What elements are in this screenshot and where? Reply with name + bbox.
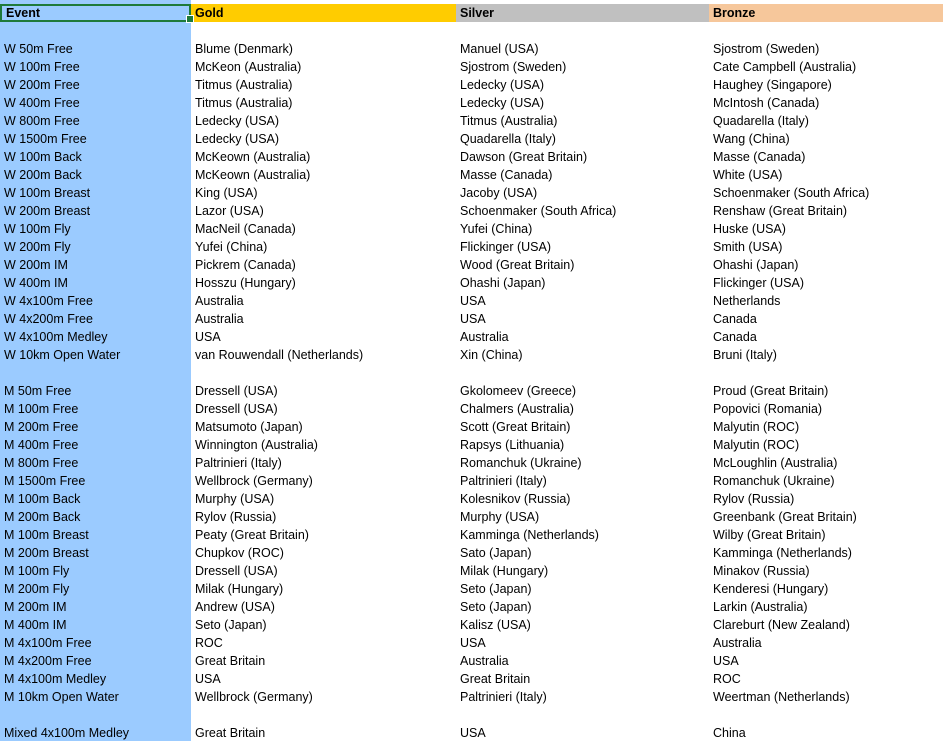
- event-cell[interactable]: W 200m Back: [4, 168, 82, 182]
- silver-cell[interactable]: Schoenmaker (South Africa): [460, 204, 617, 218]
- gold-cell[interactable]: Titmus (Australia): [195, 78, 293, 92]
- bronze-cell[interactable]: Masse (Canada): [713, 150, 806, 164]
- bronze-cell[interactable]: Kamminga (Netherlands): [713, 546, 852, 560]
- bronze-cell[interactable]: Proud (Great Britain): [713, 384, 829, 398]
- gold-cell[interactable]: [191, 706, 456, 724]
- bronze-cell[interactable]: Minakov (Russia): [713, 564, 810, 578]
- table-row: [0, 724, 943, 742]
- silver-cell[interactable]: Wood (Great Britain): [460, 258, 575, 272]
- gold-cell[interactable]: Matsumoto (Japan): [195, 420, 303, 434]
- bronze-cell[interactable]: Cate Campbell (Australia): [713, 60, 857, 74]
- table-row: [0, 544, 943, 562]
- gold-cell[interactable]: Peaty (Great Britain): [195, 528, 309, 542]
- bronze-cell[interactable]: Wilby (Great Britain): [713, 528, 826, 542]
- header-gold-cell[interactable]: Gold: [191, 4, 456, 22]
- silver-cell[interactable]: Xin (China): [460, 348, 523, 362]
- silver-cell[interactable]: Milak (Hungary): [460, 564, 549, 578]
- event-cell[interactable]: W 400m IM: [4, 276, 68, 290]
- gold-cell[interactable]: Australia: [195, 312, 244, 326]
- gold-cell[interactable]: ROC: [195, 636, 223, 650]
- bronze-cell[interactable]: Huske (USA): [713, 222, 786, 236]
- bronze-cell[interactable]: Greenbank (Great Britain): [713, 510, 857, 524]
- table-row: [0, 598, 943, 616]
- silver-cell[interactable]: Seto (Japan): [460, 600, 532, 614]
- silver-cell[interactable]: Ohashi (Japan): [460, 276, 546, 290]
- bronze-cell[interactable]: Kenderesi (Hungary): [713, 582, 829, 596]
- silver-cell[interactable]: Murphy (USA): [460, 510, 540, 524]
- gold-cell[interactable]: Great Britain: [195, 654, 266, 668]
- bronze-cell[interactable]: White (USA): [713, 168, 783, 182]
- silver-cell[interactable]: Sato (Japan): [460, 546, 532, 560]
- bronze-cell[interactable]: Australia: [713, 636, 762, 650]
- silver-cell[interactable]: Romanchuk (Ukraine): [460, 456, 582, 470]
- table-row: [0, 184, 943, 202]
- table-row: [0, 364, 943, 382]
- bronze-cell[interactable]: Weertman (Netherlands): [713, 690, 850, 704]
- event-cell[interactable]: M 100m Free: [4, 402, 79, 416]
- gold-cell[interactable]: Milak (Hungary): [195, 582, 284, 596]
- silver-cell[interactable]: Paltrinieri (Italy): [460, 690, 547, 704]
- event-cell[interactable]: [0, 364, 191, 382]
- bronze-cell[interactable]: Popovici (Romania): [713, 402, 823, 416]
- gold-cell[interactable]: Yufei (China): [195, 240, 268, 254]
- gold-cell[interactable]: Ledecky (USA): [195, 114, 280, 128]
- header-event-cell[interactable]: Event: [0, 4, 191, 22]
- gold-cell[interactable]: Chupkov (ROC): [195, 546, 284, 560]
- gold-cell[interactable]: Australia: [195, 294, 244, 308]
- silver-cell[interactable]: Australia: [460, 654, 509, 668]
- bronze-cell[interactable]: Sjostrom (Sweden): [713, 42, 820, 56]
- silver-cell[interactable]: Kolesnikov (Russia): [460, 492, 571, 506]
- table-row: [0, 328, 943, 346]
- table-row: [0, 310, 943, 328]
- silver-cell[interactable]: Gkolomeev (Greece): [460, 384, 577, 398]
- gold-cell[interactable]: Murphy (USA): [195, 492, 275, 506]
- event-cell[interactable]: W 10km Open Water: [4, 348, 121, 362]
- table-row: [0, 40, 943, 58]
- table-row: [0, 418, 943, 436]
- event-cell[interactable]: W 200m Breast: [4, 204, 91, 218]
- bronze-cell[interactable]: Larkin (Australia): [713, 600, 808, 614]
- bronze-cell[interactable]: Flickinger (USA): [713, 276, 804, 290]
- bronze-cell[interactable]: Clareburt (New Zealand): [713, 618, 850, 632]
- header-row: [0, 4, 943, 22]
- event-cell[interactable]: W 4x100m Free: [4, 294, 93, 308]
- table-row: [0, 652, 943, 670]
- gold-cell[interactable]: McKeown (Australia): [195, 150, 311, 164]
- gold-cell[interactable]: McKeon (Australia): [195, 60, 302, 74]
- bronze-cell[interactable]: Malyutin (ROC): [713, 438, 800, 452]
- table-row: [0, 634, 943, 652]
- table-row: [0, 580, 943, 598]
- silver-cell[interactable]: USA: [460, 294, 486, 308]
- gold-cell[interactable]: McKeown (Australia): [195, 168, 311, 182]
- table-row: [0, 490, 943, 508]
- bronze-cell[interactable]: Renshaw (Great Britain): [713, 204, 848, 218]
- event-cell[interactable]: W 4x100m Medley: [4, 330, 108, 344]
- bronze-cell[interactable]: ROC: [713, 672, 741, 686]
- event-cell[interactable]: W 100m Back: [4, 150, 82, 164]
- bronze-cell[interactable]: Rylov (Russia): [713, 492, 795, 506]
- event-cell[interactable]: W 4x200m Free: [4, 312, 93, 326]
- gold-cell[interactable]: Lazor (USA): [195, 204, 264, 218]
- event-cell[interactable]: W 800m Free: [4, 114, 80, 128]
- gold-cell[interactable]: Andrew (USA): [195, 600, 275, 614]
- table-row: [0, 400, 943, 418]
- bronze-cell[interactable]: Canada: [713, 312, 757, 326]
- bronze-cell[interactable]: USA: [713, 654, 739, 668]
- event-cell[interactable]: M 4x200m Free: [4, 654, 92, 668]
- gold-cell[interactable]: Rylov (Russia): [195, 510, 277, 524]
- gold-cell[interactable]: Blume (Denmark): [195, 42, 293, 56]
- table-row: [0, 274, 943, 292]
- gold-cell[interactable]: Wellbrock (Germany): [195, 690, 313, 704]
- event-cell[interactable]: W 100m Breast: [4, 186, 91, 200]
- selection-fill-handle[interactable]: [186, 15, 194, 23]
- gold-cell[interactable]: van Rouwendall (Netherlands): [195, 348, 364, 362]
- table-row: [0, 166, 943, 184]
- silver-cell[interactable]: [456, 706, 709, 724]
- table-row: [0, 94, 943, 112]
- table-row: [0, 508, 943, 526]
- table-row: [0, 292, 943, 310]
- table-row: [0, 256, 943, 274]
- header-bronze-cell[interactable]: Bronze: [709, 4, 943, 22]
- gold-cell[interactable]: USA: [195, 672, 221, 686]
- silver-cell[interactable]: Great Britain: [460, 672, 531, 686]
- table-row: [0, 148, 943, 166]
- table-row: [0, 220, 943, 238]
- bronze-cell[interactable]: Schoenmaker (South Africa): [713, 186, 870, 200]
- table-row: [0, 670, 943, 688]
- event-cell[interactable]: M 10km Open Water: [4, 690, 119, 704]
- gold-cell[interactable]: Dressell (USA): [195, 402, 278, 416]
- header-silver-cell[interactable]: Silver: [456, 4, 709, 22]
- silver-cell[interactable]: Flickinger (USA): [460, 240, 551, 254]
- event-cell[interactable]: M 200m Back: [4, 510, 81, 524]
- silver-cell[interactable]: Jacoby (USA): [460, 186, 538, 200]
- event-cell[interactable]: [0, 706, 191, 724]
- table-row: [0, 562, 943, 580]
- silver-cell[interactable]: Paltrinieri (Italy): [460, 474, 547, 488]
- silver-cell[interactable]: Ledecky (USA): [460, 78, 545, 92]
- event-cell[interactable]: M 800m Free: [4, 456, 79, 470]
- gold-cell[interactable]: USA: [195, 330, 221, 344]
- event-cell[interactable]: W 100m Fly: [4, 222, 71, 236]
- table-row: [0, 688, 943, 706]
- table-row: [0, 526, 943, 544]
- event-cell[interactable]: Mixed 4x100m Medley: [4, 726, 130, 740]
- silver-cell[interactable]: USA: [460, 726, 486, 740]
- table-row: [0, 58, 943, 76]
- silver-cell[interactable]: USA: [460, 312, 486, 326]
- table-row: [0, 346, 943, 364]
- silver-cell[interactable]: Yufei (China): [460, 222, 533, 236]
- event-cell[interactable]: M 200m Breast: [4, 546, 89, 560]
- silver-cell[interactable]: Masse (Canada): [460, 168, 553, 182]
- bronze-cell[interactable]: Canada: [713, 330, 757, 344]
- table-row: [0, 706, 943, 724]
- silver-cell[interactable]: Sjostrom (Sweden): [460, 60, 567, 74]
- event-cell[interactable]: M 100m Back: [4, 492, 81, 506]
- gold-cell[interactable]: Winnington (Australia): [195, 438, 318, 452]
- table-row: [0, 436, 943, 454]
- silver-cell[interactable]: Chalmers (Australia): [460, 402, 574, 416]
- gold-cell[interactable]: Dressell (USA): [195, 564, 278, 578]
- table-row: [0, 130, 943, 148]
- event-cell[interactable]: M 50m Free: [4, 384, 72, 398]
- bronze-cell[interactable]: [709, 706, 943, 724]
- gold-cell[interactable]: Hosszu (Hungary): [195, 276, 296, 290]
- gold-cell[interactable]: Titmus (Australia): [195, 96, 293, 110]
- event-cell[interactable]: M 100m Breast: [4, 528, 89, 542]
- silver-cell[interactable]: Quadarella (Italy): [460, 132, 556, 146]
- silver-cell[interactable]: [456, 364, 709, 382]
- gold-cell[interactable]: Ledecky (USA): [195, 132, 280, 146]
- gold-cell[interactable]: Pickrem (Canada): [195, 258, 296, 272]
- silver-cell[interactable]: Australia: [460, 330, 509, 344]
- bronze-cell[interactable]: Smith (USA): [713, 240, 783, 254]
- gold-cell[interactable]: King (USA): [195, 186, 258, 200]
- silver-cell[interactable]: Seto (Japan): [460, 582, 532, 596]
- event-cell[interactable]: M 100m Fly: [4, 564, 70, 578]
- event-cell[interactable]: W 200m IM: [4, 258, 68, 272]
- table-row: [0, 454, 943, 472]
- event-cell[interactable]: M 400m IM: [4, 618, 67, 632]
- table-row: [0, 112, 943, 130]
- table-row: [0, 382, 943, 400]
- bronze-cell[interactable]: Quadarella (Italy): [713, 114, 809, 128]
- table-row: [0, 238, 943, 256]
- bronze-cell[interactable]: Malyutin (ROC): [713, 420, 800, 434]
- gold-cell[interactable]: MacNeil (Canada): [195, 222, 296, 236]
- event-cell[interactable]: W 200m Fly: [4, 240, 71, 254]
- event-cell[interactable]: W 100m Free: [4, 60, 80, 74]
- gold-cell[interactable]: Great Britain: [195, 726, 266, 740]
- gold-cell[interactable]: Paltrinieri (Italy): [195, 456, 282, 470]
- gold-cell[interactable]: [191, 364, 456, 382]
- silver-cell[interactable]: Titmus (Australia): [460, 114, 558, 128]
- event-cell[interactable]: M 400m Free: [4, 438, 79, 452]
- gold-cell[interactable]: Dressell (USA): [195, 384, 278, 398]
- silver-cell[interactable]: Kamminga (Netherlands): [460, 528, 599, 542]
- table-row: [0, 616, 943, 634]
- table-row: [0, 472, 943, 490]
- silver-cell[interactable]: Kalisz (USA): [460, 618, 531, 632]
- bronze-cell[interactable]: China: [713, 726, 746, 740]
- event-cell[interactable]: W 1500m Free: [4, 132, 87, 146]
- bronze-cell[interactable]: [709, 364, 943, 382]
- silver-cell[interactable]: Rapsys (Lithuania): [460, 438, 565, 452]
- event-cell[interactable]: M 4x100m Medley: [4, 672, 107, 686]
- bronze-cell[interactable]: McLoughlin (Australia): [713, 456, 838, 470]
- event-cell[interactable]: M 4x100m Free: [4, 636, 92, 650]
- bronze-cell[interactable]: Wang (China): [713, 132, 790, 146]
- silver-cell[interactable]: Dawson (Great Britain): [460, 150, 588, 164]
- bronze-cell[interactable]: Romanchuk (Ukraine): [713, 474, 835, 488]
- bronze-cell[interactable]: Haughey (Singapore): [713, 78, 832, 92]
- silver-cell[interactable]: Manuel (USA): [460, 42, 539, 56]
- bronze-cell[interactable]: Netherlands: [713, 294, 781, 308]
- silver-cell[interactable]: USA: [460, 636, 486, 650]
- bronze-cell[interactable]: Ohashi (Japan): [713, 258, 799, 272]
- gold-cell[interactable]: Seto (Japan): [195, 618, 267, 632]
- event-cell[interactable]: M 200m IM: [4, 600, 67, 614]
- event-cell[interactable]: M 1500m Free: [4, 474, 86, 488]
- table-row: [0, 202, 943, 220]
- event-cell[interactable]: W 400m Free: [4, 96, 80, 110]
- gold-cell[interactable]: Wellbrock (Germany): [195, 474, 313, 488]
- event-cell[interactable]: M 200m Free: [4, 420, 79, 434]
- event-cell[interactable]: W 50m Free: [4, 42, 73, 56]
- table-row: [0, 76, 943, 94]
- silver-cell[interactable]: Ledecky (USA): [460, 96, 545, 110]
- bronze-cell[interactable]: McIntosh (Canada): [713, 96, 820, 110]
- silver-cell[interactable]: Scott (Great Britain): [460, 420, 571, 434]
- event-cell[interactable]: M 200m Fly: [4, 582, 70, 596]
- bronze-cell[interactable]: Bruni (Italy): [713, 348, 777, 362]
- event-cell[interactable]: W 200m Free: [4, 78, 80, 92]
